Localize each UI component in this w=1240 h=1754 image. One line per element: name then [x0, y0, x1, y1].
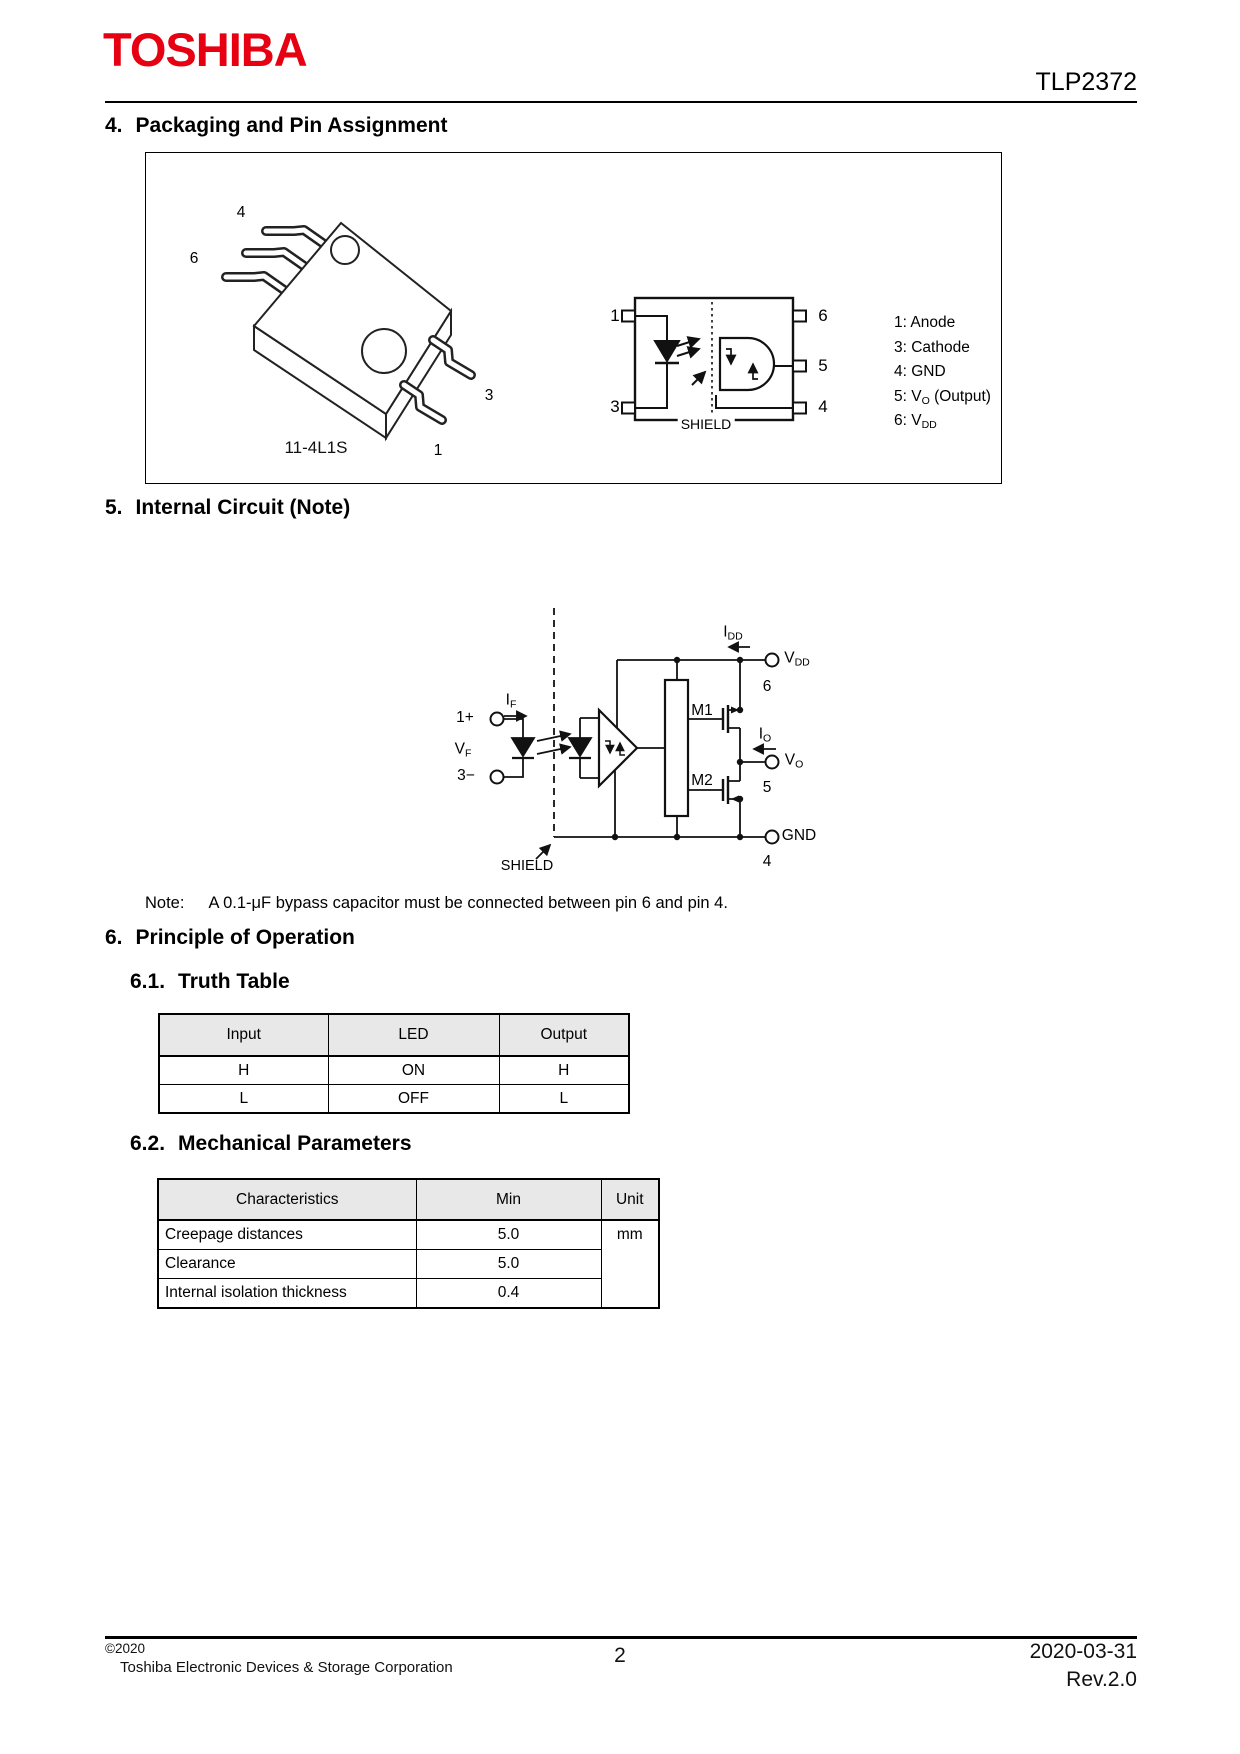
pin-list-item: [894, 411, 991, 436]
diagram-pin6-label: 6: [818, 306, 828, 325]
truth-table-row: [159, 1056, 629, 1085]
diagram-pin3-label: 3: [610, 397, 620, 416]
gnd-label: GND: [781, 827, 817, 844]
package-pin3-label: 3: [484, 387, 494, 404]
mech-cell-name: Clearance: [158, 1250, 416, 1279]
section6-number: 6.: [105, 926, 123, 949]
package-pin4-label: 4: [236, 204, 246, 221]
bypass-capacitor-note: [145, 894, 728, 913]
pin-list-sub: O: [921, 394, 930, 407]
pin-list-text: 3: Cathode: [894, 338, 970, 356]
diagram-pin1-label: 1: [610, 306, 620, 325]
mech-table-row: [158, 1279, 659, 1309]
mech-cell-name: Creepage distances: [158, 1220, 416, 1250]
section6-heading: [105, 926, 355, 950]
diagram-pin5-label: 5: [818, 356, 828, 375]
mech-header-min: Min: [416, 1179, 601, 1220]
mech-table-header-row: [158, 1179, 659, 1220]
io-label: $I_O$: [758, 725, 772, 745]
pin-list-item: [894, 387, 991, 412]
truth-cell: ON: [328, 1056, 499, 1085]
pin-list-sub: DD: [921, 419, 937, 432]
truth-cell: H: [159, 1056, 328, 1085]
diagram-pin4-label: 4: [818, 397, 828, 416]
footer-company: Toshiba Electronic Devices & Storage Corporation: [120, 1659, 453, 1676]
section4-heading: [105, 114, 447, 138]
section62-title: Mechanical Parameters: [178, 1132, 412, 1155]
section5-heading: [105, 496, 350, 520]
section4-title: Packaging and Pin Assignment: [135, 114, 448, 137]
footer-date: 2020-03-31: [1029, 1640, 1137, 1663]
diagram-shield-label: SHIELD: [678, 416, 735, 432]
if-label: $I_F$: [505, 691, 517, 711]
toshiba-logo: TOSHIBA: [103, 23, 307, 76]
section62-number: 6.2.: [130, 1132, 166, 1155]
package-drawing: [171, 168, 511, 458]
section4-number: 4.: [105, 114, 123, 137]
internal-circuit-diagram: [440, 600, 820, 880]
header-rule: [105, 101, 1137, 103]
pin-list-text: 5: V: [894, 387, 922, 405]
mech-table-row: [158, 1250, 659, 1279]
m1-label: M1: [691, 702, 713, 719]
mech-cell-min: 5.0: [416, 1250, 601, 1279]
package-name: 11-4L1S: [284, 438, 348, 457]
truth-table-row: [159, 1085, 629, 1114]
vdd-label: $V_{DD}$: [784, 649, 810, 669]
pin5-number-label: 5: [762, 779, 772, 796]
pin3-terminal-label: 3−: [457, 767, 475, 784]
truth-header-input: Input: [159, 1014, 328, 1056]
pin-list-text: 1: Anode: [894, 314, 956, 331]
vo-label: $V_O$: [784, 751, 804, 771]
pin1-terminal-label: 1+: [456, 709, 474, 726]
pin-list-item: [894, 338, 991, 363]
truth-cell: H: [499, 1056, 629, 1085]
m2-label: M2: [691, 772, 713, 789]
mech-header-unit: Unit: [601, 1179, 659, 1220]
pin-list-text: 6: V: [894, 412, 922, 430]
footer-revision: Rev.2.0: [1066, 1668, 1137, 1691]
section5-number: 5.: [105, 496, 123, 519]
section61-title: Truth Table: [178, 970, 290, 993]
footer-page-number: 2: [614, 1644, 626, 1667]
truth-header-led: LED: [328, 1014, 499, 1056]
section5-title: Internal Circuit (Note): [135, 496, 351, 519]
vf-label: $V_F$: [454, 740, 472, 760]
note-label: Note:: [145, 894, 185, 912]
part-number: TLP2372: [1035, 68, 1137, 96]
pin-list-suffix: (Output): [929, 387, 991, 405]
mech-cell-min: 5.0: [416, 1220, 601, 1250]
truth-header-output: Output: [499, 1014, 629, 1056]
truth-table: [158, 1013, 630, 1114]
circuit-svg: [440, 600, 800, 880]
pin-list-text: 4: GND: [894, 363, 946, 381]
truth-cell: L: [159, 1085, 328, 1114]
mech-header-characteristics: Characteristics: [158, 1179, 416, 1220]
package-pin6-label: 6: [189, 250, 199, 267]
note-text: A 0.1-μF bypass capacitor must be connected between pin 6 and pin 4.: [208, 894, 728, 912]
section62-heading: [130, 1132, 412, 1156]
section6-title: Principle of Operation: [135, 926, 355, 949]
pin4-number-label: 4: [762, 853, 772, 870]
truth-table-header-row: [159, 1014, 629, 1056]
mech-cell-min: 0.4: [416, 1279, 601, 1309]
pin6-number-label: 6: [762, 678, 772, 695]
pin-assignment-list: [894, 313, 991, 436]
truth-cell: L: [499, 1085, 629, 1114]
section61-number: 6.1.: [130, 970, 166, 993]
footer-copyright: ©2020: [105, 1641, 145, 1656]
pin-list-item: [894, 362, 991, 387]
mechanical-parameters-table: [157, 1178, 660, 1309]
mech-cell-unit: mm: [601, 1220, 659, 1308]
idd-label: $I_{DD}$: [723, 623, 743, 643]
circuit-shield-label: SHIELD: [500, 858, 554, 874]
packaging-figure-box: [145, 152, 1002, 484]
mech-table-row: [158, 1220, 659, 1250]
mech-cell-name: Internal isolation thickness: [158, 1279, 416, 1309]
section61-heading: [130, 970, 290, 994]
truth-cell: OFF: [328, 1085, 499, 1114]
pin-list-item: [894, 313, 991, 338]
footer-rule: [105, 1636, 1137, 1639]
package-pin1-label: 1: [433, 442, 443, 459]
